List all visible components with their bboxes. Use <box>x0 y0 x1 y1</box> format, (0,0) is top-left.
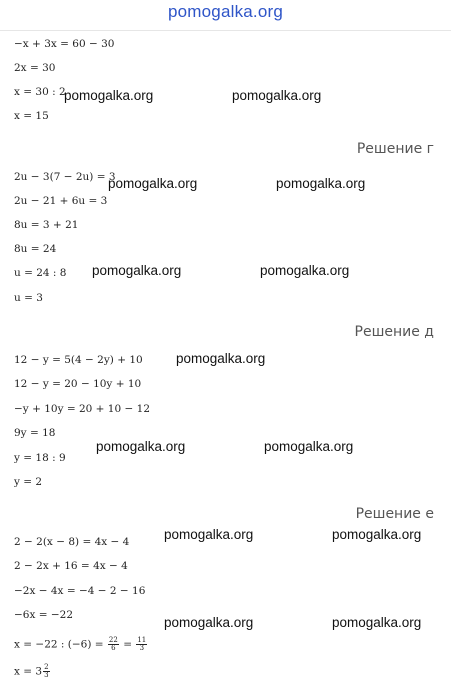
watermark: pomogalka.org <box>108 176 198 191</box>
equation-line: u = 3 <box>14 292 43 304</box>
fraction-denominator: 6 <box>111 644 116 652</box>
equals-sign: = <box>123 638 132 651</box>
fraction-numerator: 2 <box>44 663 49 671</box>
equation-line: −x + 3x = 60 − 30 <box>14 38 115 50</box>
equation-line: 2 − 2(x − 8) = 4x − 4 <box>14 536 130 548</box>
equation-line-fraction <box>14 637 148 652</box>
solution-heading: Решение д <box>354 324 434 340</box>
equation-line: 2 − 2x + 16 = 4x − 4 <box>14 560 128 572</box>
fraction <box>108 637 119 652</box>
fraction-denominator: 3 <box>44 671 49 679</box>
watermark: pomogalka.org <box>64 88 154 103</box>
watermark: pomogalka.org <box>232 88 322 103</box>
watermark: pomogalka.org <box>96 439 186 454</box>
watermark: pomogalka.org <box>264 439 354 454</box>
watermark: pomogalka.org <box>176 351 266 366</box>
watermark: pomogalka.org <box>332 615 422 630</box>
watermark: pomogalka.org <box>332 527 422 542</box>
watermark: pomogalka.org <box>92 263 182 278</box>
equation-line: 2u − 21 + 6u = 3 <box>14 195 108 207</box>
equation-line: 2u − 3(7 − 2u) = 3 <box>14 171 116 183</box>
solution-heading: Решение г <box>356 141 434 157</box>
equation-text: x = −22 : (−6) = <box>14 638 104 651</box>
fraction <box>136 637 147 652</box>
equation-line: −2x − 4x = −4 − 2 − 16 <box>14 585 146 597</box>
watermark: pomogalka.org <box>164 527 254 542</box>
watermark: pomogalka.org <box>260 263 350 278</box>
equation-line: y = 18 : 9 <box>14 452 66 464</box>
equation-line: u = 24 : 8 <box>14 267 67 279</box>
equation-line: −6x = −22 <box>14 609 74 621</box>
fraction-numerator: 22 <box>108 636 118 644</box>
fraction-numerator: 11 <box>137 636 147 644</box>
equation-text: x = 3 <box>14 665 43 678</box>
solution-heading: Решение е <box>355 506 434 522</box>
equation-line: 12 − y = 5(4 − 2y) + 10 <box>14 354 143 366</box>
site-title[interactable]: pomogalka.org <box>167 2 284 21</box>
equation-line: 8u = 24 <box>14 243 57 255</box>
equation-line: 9y = 18 <box>14 427 56 439</box>
equation-line: y = 2 <box>14 476 43 488</box>
equation-line-fraction <box>14 664 51 679</box>
equation-line: −y + 10y = 20 + 10 − 12 <box>14 403 150 415</box>
equation-line: 8u = 3 + 21 <box>14 219 79 231</box>
site-header <box>0 0 451 31</box>
equation-line: x = 15 <box>14 110 49 122</box>
equation-line: 12 − y = 20 − 10y + 10 <box>14 378 142 390</box>
fraction-denominator: 3 <box>139 644 145 652</box>
watermark: pomogalka.org <box>164 615 254 630</box>
equation-line: x = 30 : 2 <box>14 86 66 98</box>
watermark: pomogalka.org <box>276 176 366 191</box>
equation-line: 2x = 30 <box>14 62 56 74</box>
fraction <box>43 664 49 679</box>
